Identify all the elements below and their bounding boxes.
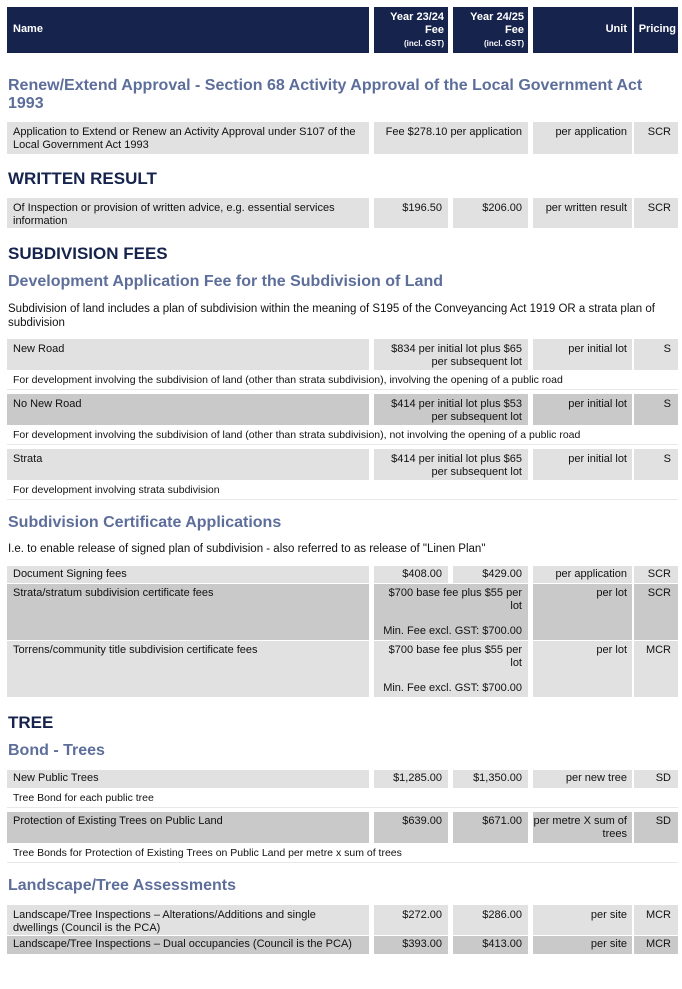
fee-row-pricing: SCR [634, 198, 678, 228]
header-fee-label: Fee [505, 24, 524, 36]
fee-row-unit: per application [533, 122, 632, 154]
fee-row-fee-2425: $413.00 [453, 936, 528, 954]
fee-row-pricing: SD [634, 812, 678, 843]
fee-row-pricing: SCR [634, 122, 678, 154]
fee-row-fee-2324: $639.00 [374, 812, 448, 843]
header-year-label: Year 24/25 [470, 11, 524, 23]
fee-row-name: New Road [7, 339, 369, 370]
fee-row-fee-2324: $408.00 [374, 566, 448, 583]
fee-row-name: Torrens/community title subdivision certificate fees [7, 641, 369, 697]
fee-row-pricing: MCR [634, 641, 678, 697]
fee-row-name: Document Signing fees [7, 566, 369, 583]
section-title-tree: TREE [8, 713, 54, 732]
section-title-line: Renew/Extend Approval - Section 68 Activity Approval of the Local Government Act [8, 77, 643, 94]
fee-row-fee [374, 641, 528, 697]
fee-row-pricing: S [634, 394, 678, 425]
fee-row-pricing: SCR [634, 584, 678, 640]
fee-row-fee-2324: $1,285.00 [374, 770, 448, 788]
column-header-year-2324 [374, 7, 448, 53]
fee-row-fee-2324: $272.00 [374, 905, 448, 935]
fee-row-pricing: S [634, 339, 678, 370]
fee-row-fee-2324: $393.00 [374, 936, 448, 954]
fee-row-name: Landscape/Tree Inspections – Dual occupancies (Council is the PCA) [7, 936, 369, 954]
fee-row-name: Landscape/Tree Inspections – Alterations/Additions and single dwellings (Council is the PCA) [7, 905, 369, 935]
fee-row-note: For development involving the subdivision of land (other than strata subdivision), not involving the opening of a public road [7, 426, 678, 445]
fee-row-fee: $414 per initial lot plus $65 per subsequent lot [374, 449, 528, 480]
fee-row-pricing: SD [634, 770, 678, 788]
fee-row-min-fee: Min. Fee excl. GST: $700.00 [383, 625, 522, 637]
fee-row-fee-2425: $1,350.00 [453, 770, 528, 788]
fee-row-fee [374, 584, 528, 640]
fee-row-min-fee: Min. Fee excl. GST: $700.00 [383, 682, 522, 694]
fee-row-fee-2425: $671.00 [453, 812, 528, 843]
header-gst-label: (incl. GST) [404, 39, 444, 48]
fee-row-unit: per metre X sum of trees [533, 812, 632, 843]
fee-row-note: For development involving the subdivision of land (other than strata subdivision), involving the opening of a public road [7, 371, 678, 390]
fee-row-note: Tree Bonds for Protection of Existing Trees on Public Land per metre x sum of trees [7, 844, 678, 863]
fee-row-note: For development involving strata subdivision [7, 481, 678, 500]
fee-row-unit: per lot [533, 584, 632, 640]
fee-row-unit: per new tree [533, 770, 632, 788]
column-header-year-2425 [453, 7, 528, 53]
fee-row-unit: per written result [533, 198, 632, 228]
section-title-renew-extend [8, 77, 668, 113]
fee-row-unit: per initial lot [533, 449, 632, 480]
fee-row-pricing: S [634, 449, 678, 480]
section-title-written-result: WRITTEN RESULT [8, 169, 157, 188]
section-title-line: 1993 [8, 95, 44, 112]
header-fee-label: Fee [425, 24, 444, 36]
column-header-pricing: Pricing [634, 7, 678, 53]
section-title-subdivision-fees: SUBDIVISION FEES [8, 244, 168, 263]
fee-row-name: New Public Trees [7, 770, 369, 788]
fee-row-fee: $834 per initial lot plus $65 per subsequent lot [374, 339, 528, 370]
fee-row-fee-2425: $286.00 [453, 905, 528, 935]
fee-row-unit: per initial lot [533, 339, 632, 370]
fee-row-unit: per application [533, 566, 632, 583]
fee-row-pricing: MCR [634, 905, 678, 935]
column-header-name: Name [7, 7, 369, 53]
fee-row-fee-text: $700 base fee plus $55 per lot [388, 644, 522, 669]
subsection-title-landscape-tree: Landscape/Tree Assessments [8, 877, 236, 894]
subsection-description: I.e. to enable release of signed plan of subdivision - also referred to as release of "Linen Plan" [8, 543, 486, 555]
fee-row-fee: Fee $278.10 per application [374, 122, 528, 154]
fee-row-note: Tree Bond for each public tree [7, 789, 678, 808]
fee-row-name: Strata/stratum subdivision certificate fees [7, 584, 369, 640]
fee-row-unit: per site [533, 905, 632, 935]
fee-row-unit: per lot [533, 641, 632, 697]
fee-row-unit: per site [533, 936, 632, 954]
subsection-title-subdivision-certificate: Subdivision Certificate Applications [8, 514, 282, 531]
fee-row-unit: per initial lot [533, 394, 632, 425]
subsection-title-bond-trees: Bond - Trees [8, 742, 105, 759]
fee-row-name: No New Road [7, 394, 369, 425]
header-year-label: Year 23/24 [390, 11, 444, 23]
fee-row-pricing: SCR [634, 566, 678, 583]
header-gst-label: (incl. GST) [484, 39, 524, 48]
subsection-description: Subdivision of land includes a plan of subdivision within the meaning of S195 of the Conveyancing Act 1919 OR a strata plan of subdivision [8, 303, 655, 329]
fee-row-fee: $414 per initial lot plus $53 per subsequent lot [374, 394, 528, 425]
fee-row-name: Protection of Existing Trees on Public Land [7, 812, 369, 843]
fee-row-fee-2425: $206.00 [453, 198, 528, 228]
fee-row-name: Of Inspection or provision of written advice, e.g. essential services information [7, 198, 369, 228]
column-header-unit: Unit [533, 7, 632, 53]
fee-row-name: Application to Extend or Renew an Activity Approval under S107 of the Local Government Act 1993 [7, 122, 369, 154]
fee-row-name: Strata [7, 449, 369, 480]
fee-row-fee-2324: $196.50 [374, 198, 448, 228]
fee-row-pricing: MCR [634, 936, 678, 954]
fee-row-fee-text: $700 base fee plus $55 per lot [388, 587, 522, 612]
fee-row-fee-2425: $429.00 [453, 566, 528, 583]
subsection-title-development-application: Development Application Fee for the Subdivision of Land [8, 273, 443, 290]
